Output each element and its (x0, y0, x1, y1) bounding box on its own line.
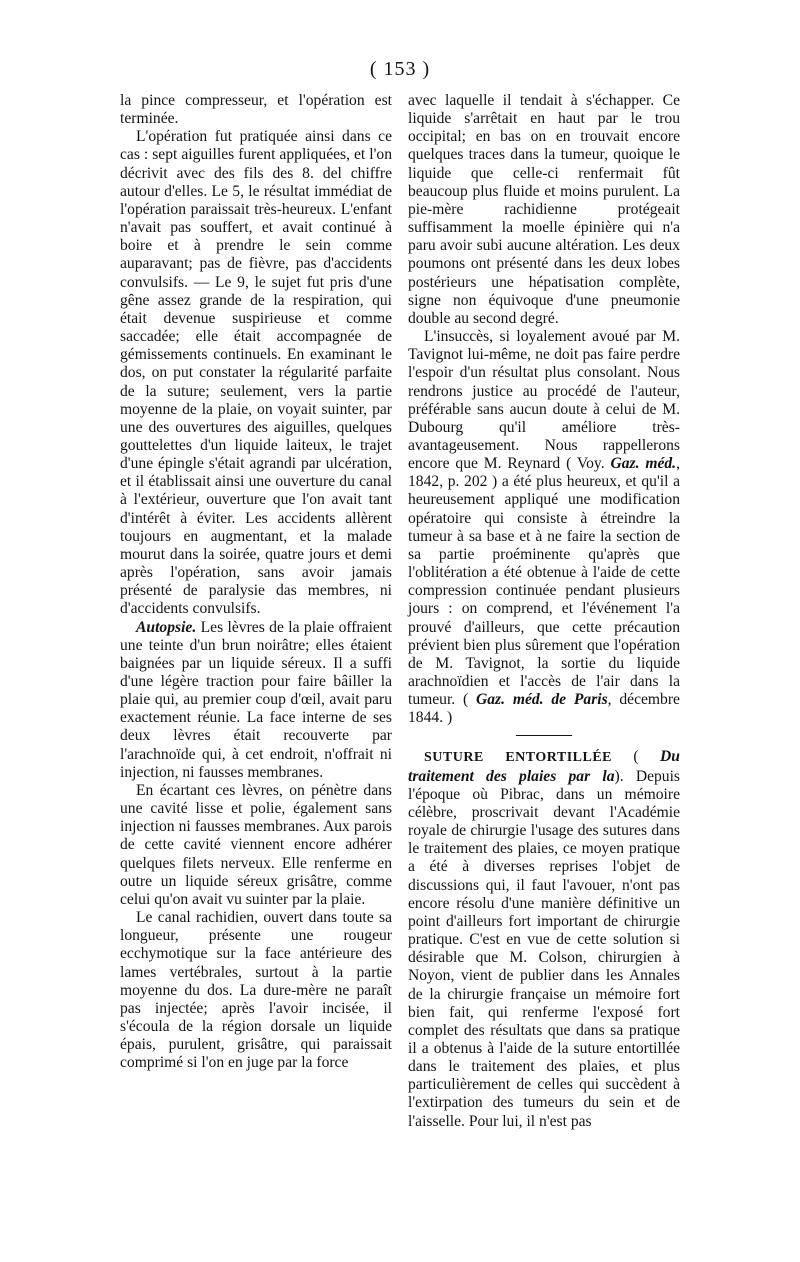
autopsie-body: Les lèvres de la plaie offraient une teinte d'un brun noirâtre; elles étaient baignées par un liquide séreux. Il a suffi d'une légère traction pour faire bâiller la plaie qui, au premier coup d'œil, avait paru exactement réunie. La face interne de ses deux lèvres était recouverte par l'arachnoïde qui, à cet endroit, n'offrait ni injection, ni fausses membranes. (120, 618, 392, 781)
citation-gaz-med: Gaz. méd. (610, 455, 677, 473)
paragraph-canal: Le canal rachidien, ouvert dans toute sa longueur, présente une rougeur ecchymotique sur la face antérieure des lames vertébrales, surtout à la partie moyenne du dos. La dure-mère ne paraît pas injectée; après l'avoir incisée, il s'écoula de la région dorsale un liquide épais, purulent, grisâtre, qui paraissait comprimé si l'on en juge par la force (120, 909, 392, 1072)
paragraph-operation: L'opération fut pratiquée ainsi dans ce cas : sept aiguilles furent appliquées, et l'on décrivit avec des fils des 8. del chiffre autour d'elles. Le 5, le résultat immédiat de l'opération paraissait très-heureux. L'enfant n'avait pas souffert, et avait continué à boire et à prendre le sein comme auparavant; pas de fièvre, pas d'accidents convulsifs. — Le 9, le sujet fut pris d'une gêne assez grande de la respiration, qui était devenue suspirieuse et comme saccadée; elle était accompagnée de gémissements continuels. En examinant le dos, on put constater la régularité parfaite de la suture; seulement, vers la partie moyenne de la plaie, on voyait suinter, par une des ouvertures des aiguilles, quelques gouttelettes d'un liquide laiteux, le trajet d'une épingle s'était agrandi par ulcération, et il établissait ainsi une ouverture du canal à l'extérieur, ouverture que l'on avait tant d'intérêt à éviter. Les accidents allèrent toujours en augmentant, et la malade mourut dans la soirée, quatre jours et demi après l'opération, sans avoir jamais présenté de paralysie das membres, ni d'accidents convulsifs. (120, 128, 392, 618)
suture-body: Depuis l'époque où Pibrac, dans un mémoire célèbre, proscrivait devant l'Académie royale de chirurgie l'usage des sutures dans le traitement des plaies, ce moyen pratique a été à diverses reprises l'objet de discussions qui, il faut l'avouer, n'ont pas encore résolu d'une manière définitive un point d'ailleurs fort important de chirurgie pratique. C'est en vue de cette solution si désirable que M. Colson, chirurgien à Noyon, vient de publier dans les Annales de la chirurgie française un mémoire fort bien fait, qui renferme l'exposé fort complet des résultats que dans sa pratique il a obtenus à l'aide de la suture entortillée dans le traitement des plaies, et plus particulièrement de celles qui succèdent à l'extirpation des tumeurs du sein et de l'aisselle. Pour lui, il n'est pas (408, 767, 680, 1130)
paragraph-insucces (408, 328, 680, 727)
subtitle-close: ). (614, 767, 624, 785)
paragraph-suture (408, 748, 680, 1130)
section-title: SUTURE ENTORTILLÉE (424, 750, 612, 766)
right-column (408, 92, 680, 1131)
subtitle-open: ( (612, 748, 661, 766)
section-divider (516, 735, 572, 736)
page-number: ( 153 ) (369, 58, 431, 80)
insucces-text-a: L'insuccès, si loyalement avoué par M. Tavignot lui-même, ne doit pas faire perdre l'espoir d'un résultat plus consolant. Nous rendrons justice au procédé de l'auteur, préférable sans aucun doute à celui de M. Dubourg qu'il améliore très-avantageusement. Nous rappellerons encore que M. Reynard ( Voy. (408, 328, 680, 473)
insucces-text-b: , 1842, p. 202 ) a été plus heureux, et qu'il a heureusement appliqué une modification opératoire qui consiste à étreindre la tumeur à sa base et à ne faire la section de sa partie proéminente qu'après que l'oblitération a été obtenue à l'aide de cette compression continuée pendant plusieurs jours : on comprend, et l'événement l'a prouvé d'ailleurs, que cette précaution prévient bien plus sûrement que l'opération de M. Tavignot, la sortie du liquide arachnoïdien et l'accès de l'air dans la tumeur. ( (408, 455, 680, 709)
citation-gaz-med-paris: Gaz. méd. de Paris (476, 691, 608, 709)
paragraph-autopsie (120, 619, 392, 782)
paragraph-cavite: En écartant ces lèvres, on pénètre dans une cavité lisse et polie, également sans injection ni fausses membranes. Aux parois de cette cavité viennent encore adhérer quelques filets nerveux. Elle renferme en outre un liquide séreux grisâtre, comme celui qu'on avait vu suinter par la plaie. (120, 781, 392, 908)
paragraph-liquide: avec laquelle il tendait à s'échapper. Ce liquide s'arrêtait en haut par le trou occipital; en bas on en trouvait encore quelques traces dans la tumeur, quoique le liquide que celle-ci renfermait fût beaucoup plus fluide et moins purulent. La pie-mère rachidienne protégeait suffisamment la moelle épinière qui n'a paru avoir subi aucune altération. Les deux poumons ont présenté dans les deux lobes postérieurs une hépatisation complète, signe non équivoque d'une pneumonie double au second degré. (408, 92, 680, 327)
autopsie-heading: Autopsie. (136, 618, 197, 636)
paragraph-continuation: la pince compresseur, et l'opération est terminée. (120, 92, 392, 128)
insucces-text-c: , décembre 1844. ) (408, 691, 680, 727)
section-subtitle: Du traitement des plaies par la (408, 748, 680, 785)
left-column (120, 92, 392, 1072)
